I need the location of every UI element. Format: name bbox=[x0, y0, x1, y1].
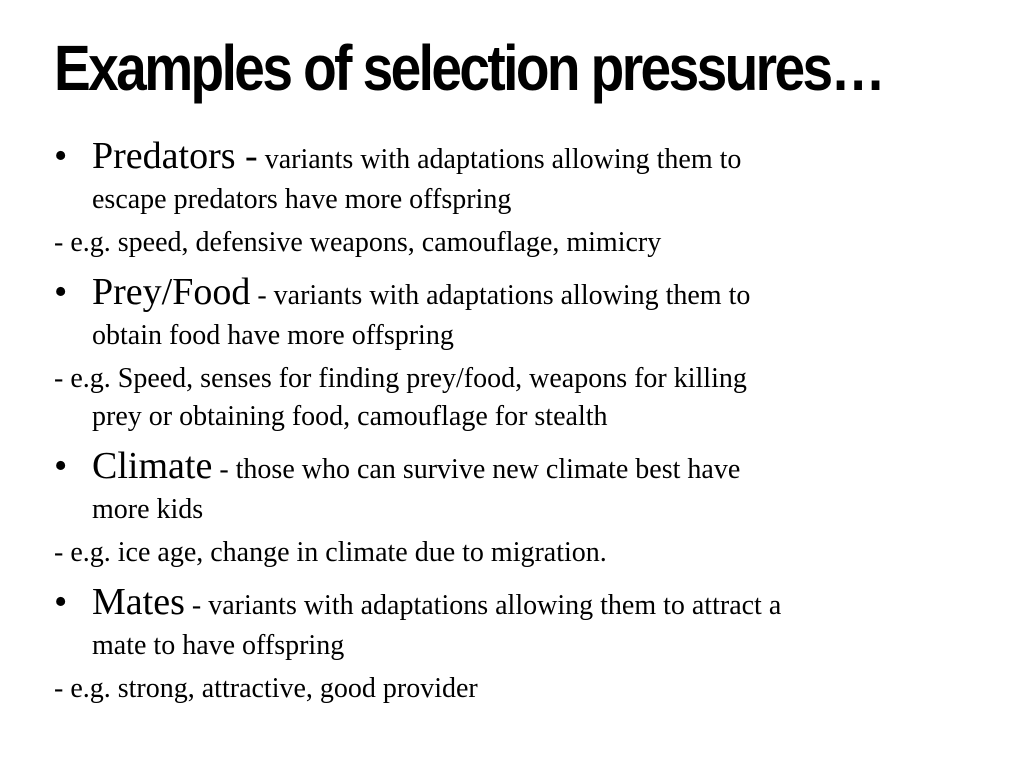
bullet-description: variants with adaptations allowing them to bbox=[257, 144, 742, 175]
bullet-description-continued: more kids bbox=[92, 494, 204, 525]
bullet-marker: • bbox=[54, 445, 68, 487]
bullet-description-continued: mate to have offspring bbox=[92, 630, 345, 661]
example-text: - e.g. Speed, senses for finding prey/food, weapons for killing bbox=[54, 363, 747, 394]
bullet-line-1 bbox=[92, 134, 954, 180]
example-line bbox=[54, 670, 954, 708]
example-text-continued: prey or obtaining food, camouflage for stealth bbox=[92, 401, 608, 432]
example-line bbox=[54, 224, 954, 262]
example-text: - e.g. strong, attractive, good provider bbox=[54, 673, 478, 704]
bullet-line-1 bbox=[92, 444, 954, 490]
bullet-item-mates bbox=[54, 580, 954, 666]
bullet-description: - variants with adaptations allowing them to bbox=[250, 280, 751, 311]
bullet-term: Predators - bbox=[92, 135, 258, 177]
example-line bbox=[54, 534, 954, 572]
bullet-item-predators bbox=[54, 134, 954, 220]
bullet-description-continued: obtain food have more offspring bbox=[92, 320, 454, 351]
example-text: - e.g. ice age, change in climate due to migration. bbox=[54, 537, 607, 568]
bullet-marker: • bbox=[54, 581, 68, 623]
bullet-marker: • bbox=[54, 135, 68, 177]
bullet-line-1 bbox=[92, 270, 954, 316]
bullet-description: - variants with adaptations allowing them to attract a bbox=[184, 590, 782, 621]
bullet-marker: • bbox=[54, 271, 68, 313]
example-text: - e.g. speed, defensive weapons, camouflage, mimicry bbox=[54, 227, 662, 258]
bullet-description: - those who can survive new climate best have bbox=[212, 454, 741, 485]
bullet-term: Mates bbox=[92, 581, 185, 623]
slide-body bbox=[54, 134, 954, 716]
bullet-line-1 bbox=[92, 580, 954, 626]
example-line bbox=[54, 360, 954, 436]
bullet-term: Climate bbox=[92, 445, 213, 487]
bullet-term: Prey/Food bbox=[92, 271, 251, 313]
bullet-description-continued: escape predators have more offspring bbox=[92, 184, 512, 215]
bullet-item-prey-food bbox=[54, 270, 954, 356]
slide-title: Examples of selection pressures… bbox=[54, 32, 884, 104]
bullet-item-climate bbox=[54, 444, 954, 530]
